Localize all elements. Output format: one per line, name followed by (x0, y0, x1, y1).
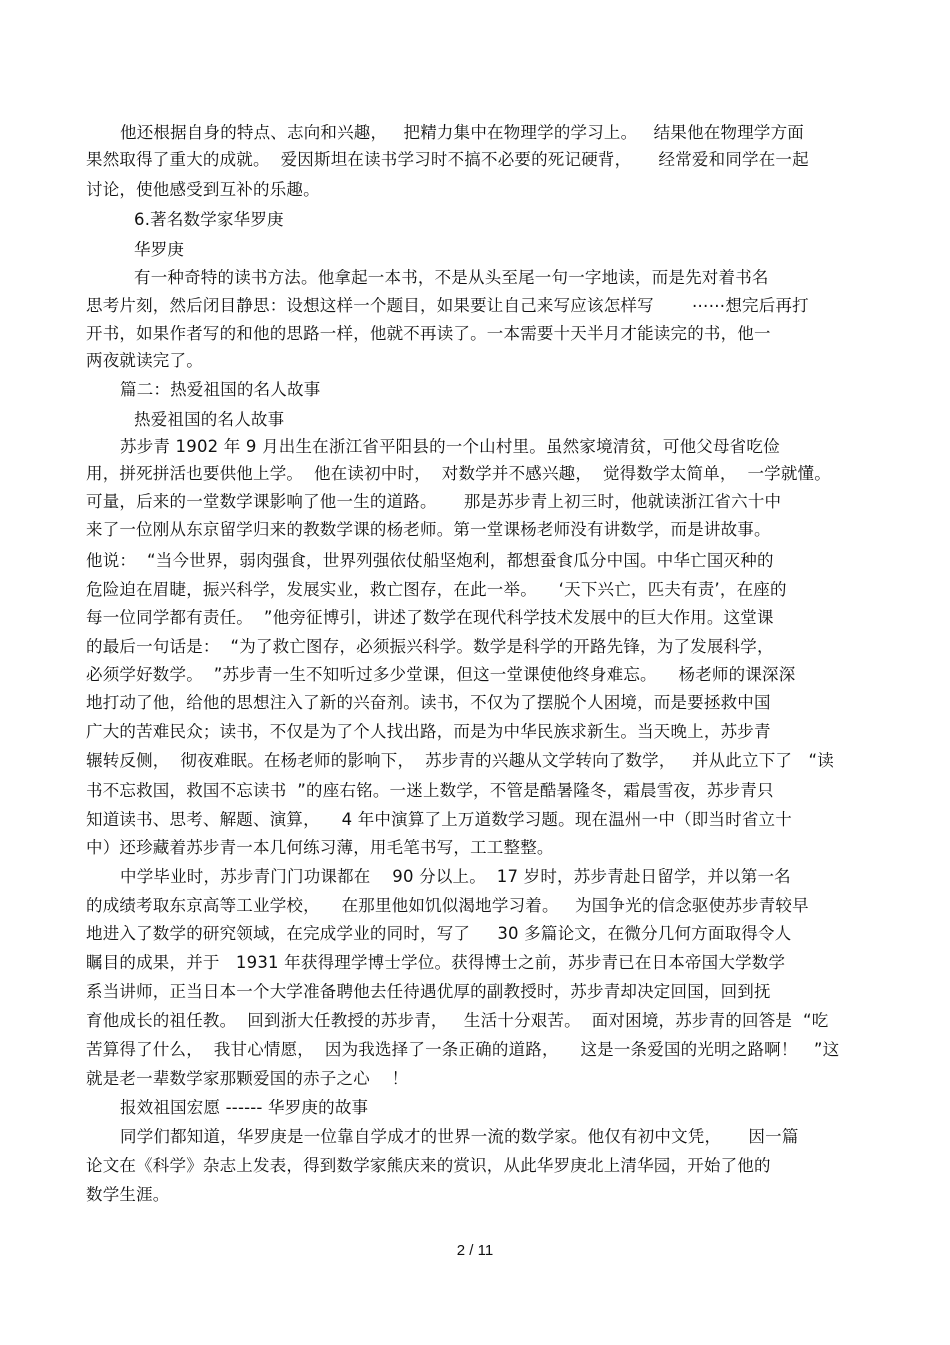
text-line: 中学毕业时，苏步青门门功课都在 90 分以上。 17 岁时，苏步青赴日留学，并以第一名 (120, 867, 791, 886)
text-line: 开书，如果作者写的和他的思路一样，他就不再读了。一本需要十天半月才能读完的书，他一 (86, 324, 771, 343)
text-line: 苦算得了什么， 我甘心情愿， 因为我选择了一条正确的道路， 这是一条爱国的光明之路啊！ ”这 (86, 1040, 840, 1059)
text-line: 数学生涯。 (86, 1185, 170, 1204)
story-title: 热爱祖国的名人故事 (134, 410, 285, 429)
text-line: 危险迫在眉睫，振兴科学，发展实业，救亡图存，在此一举。 ‘天下兴亡，匹夫有责’，在座的 (86, 580, 787, 599)
text-line: 两夜就读完了。 (86, 351, 203, 370)
text-line: 思考片刻，然后闭目静思：设想这样一个题目，如果要让自己来写应该怎样写 ⋯⋯想完后再打 (86, 296, 809, 315)
text-line: 有一种奇特的读书方法。他拿起一本书，不是从头至尾一句一字地读，而是先对着书名 (134, 268, 769, 287)
text-line: 就是老一辈数学家那颗爱国的赤子之心 ！ (86, 1069, 409, 1088)
page-number: 2 / 11 (456, 1242, 494, 1259)
text-line: 论文在《科学》杂志上发表，得到数学家熊庆来的赏识，从此华罗庚北上清华园，开始了他的 (86, 1156, 771, 1175)
text-line: 果然取得了重大的成就。 爱因斯坦在读书学习时不搞不必要的死记硬背， 经常爱和同学在一起 (86, 150, 809, 169)
text-line: 育他成长的祖任教。 回到浙大任教授的苏步青， 生活十分艰苦。 面对困境，苏步青的回答是 “吃 (86, 1011, 829, 1030)
text-line: 他说： “当今世界，弱肉强食，世界列强依仗船坚炮利，都想蚕食瓜分中国。中华亡国灭种的 (86, 551, 774, 570)
text-line: 每一位同学都有责任。 ”他旁征博引，讲述了数学在现代科学技术发展中的巨大作用。这堂课 (86, 608, 774, 627)
text-line: 的最后一句话是： “为了救亡图存，必须振兴科学。数学是科学的开路先锋，为了发展科学， (86, 637, 774, 656)
text-line: 书不忘救国，救国不忘读书 ”的座右铭。一迷上数学，不管是酷暑隆冬，霜晨雪夜，苏步青只 (86, 781, 774, 800)
text-line: 广大的苦难民众；读书，不仅是为了个人找出路，而是为中华民族求新生。当天晚上，苏步青 (86, 722, 771, 741)
text-line: 必须学好数学。 ”苏步青一生不知听过多少堂课，但这一堂课使他终身难忘。 杨老师的课深深 (86, 665, 796, 684)
text-line: 同学们都知道，华罗庚是一位靠自学成才的世界一流的数学家。他仅有初中文凭， 因一篇 (120, 1127, 799, 1146)
text-line: 中）还珍藏着苏步青一本几何练习薄，用毛笔书写，工工整整。 (86, 838, 554, 857)
text-line: 瞩目的成果，并于 1931 年获得理学博士学位。获得博士之前，苏步青已在日本帝国大学数学 (86, 953, 786, 972)
chapter-heading: 篇二：热爱祖国的名人故事 (120, 380, 321, 399)
text-line: 知道读书、思考、解题、演算， 4 年中演算了上万道数学习题。现在温州一中（即当时省立十 (86, 810, 792, 829)
text-line: 地进入了数学的研究领域，在完成学业的同时，写了 30 多篇论文，在微分几何方面取得令人 (86, 924, 792, 943)
text-line: 可量，后来的一堂数学课影响了他一生的道路。 那是苏步青上初三时，他就读浙江省六十中 (86, 492, 782, 511)
subheading: 华罗庚 (134, 240, 185, 259)
section-heading: 6.著名数学家华罗庚 (134, 210, 284, 229)
story-title: 报效祖国宏愿 ------ 华罗庚的故事 (120, 1098, 369, 1117)
text-line: 系当讲师，正当日本一个大学准备聘他去任待遇优厚的副教授时，苏步青却决定回国，回到抚 (86, 982, 771, 1001)
text-line: 讨论，使他感受到互补的乐趣。 (86, 180, 320, 199)
text-line: 的成绩考取东京高等工业学校， 在那里他如饥似渴地学习着。 为国争光的信念驱使苏步青较早 (86, 896, 809, 915)
text-line: 地打动了他，给他的思想注入了新的兴奋剂。读书，不仅为了摆脱个人困境，而是要拯救中国 (86, 693, 771, 712)
text-line: 辗转反侧， 彻夜难眠。在杨老师的影响下， 苏步青的兴趣从文学转向了数学， 并从此立下了 “读 (86, 751, 834, 770)
text-line: 他还根据自身的特点、志向和兴趣， 把精力集中在物理学的学习上。 结果他在物理学方面 (120, 123, 804, 142)
text-line: 苏步青 1902 年 9 月出生在浙江省平阳县的一个山村里。虽然家境清贫，可他父母省吃俭 (120, 437, 780, 456)
text-line: 用，拼死拼活也要供他上学。 他在读初中时， 对数学并不感兴趣， 觉得数学太简单， 一学就懂。 (86, 464, 831, 483)
text-line: 来了一位刚从东京留学归来的教数学课的杨老师。第一堂课杨老师没有讲数学，而是讲故事。 (86, 520, 771, 539)
